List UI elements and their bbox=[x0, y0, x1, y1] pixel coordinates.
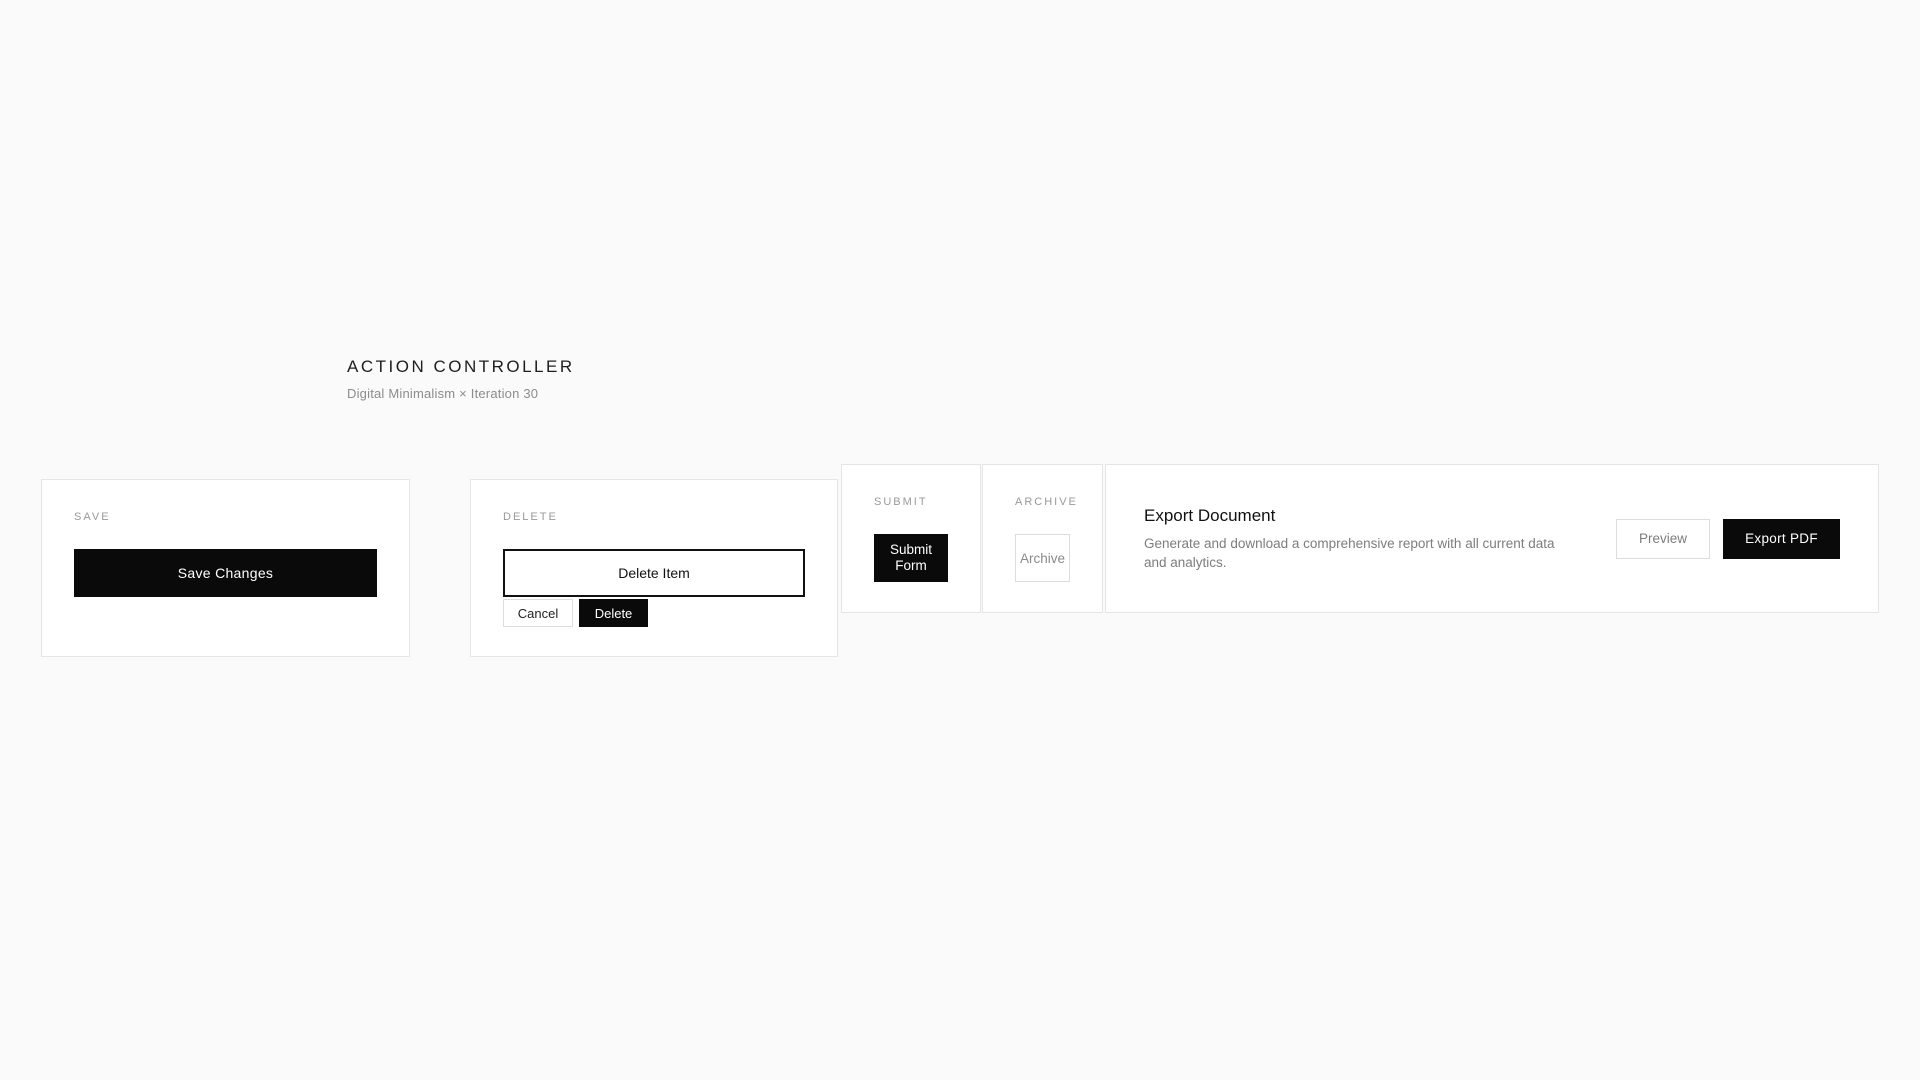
save-panel bbox=[41, 479, 410, 657]
preview-button[interactable]: Preview bbox=[1616, 519, 1710, 559]
confirm-delete-button[interactable]: Delete bbox=[579, 599, 648, 627]
submit-panel bbox=[841, 464, 981, 613]
export-title: Export Document bbox=[1144, 506, 1276, 525]
delete-panel-label: DELETE bbox=[503, 511, 558, 523]
archive-button[interactable]: Archive bbox=[1015, 534, 1070, 582]
cancel-button[interactable]: Cancel bbox=[503, 599, 573, 627]
export-pdf-button[interactable]: Export PDF bbox=[1723, 519, 1840, 559]
archive-panel-label: ARCHIVE bbox=[1015, 496, 1078, 508]
delete-item-button[interactable]: Delete Item bbox=[503, 549, 805, 597]
delete-confirm-row bbox=[503, 599, 805, 627]
delete-panel bbox=[470, 479, 838, 657]
save-panel-label: SAVE bbox=[74, 511, 111, 523]
submit-form-button[interactable]: Submit Form bbox=[874, 534, 948, 582]
archive-panel bbox=[982, 464, 1103, 613]
export-description: Generate and download a comprehensive report with all current data and analytics. bbox=[1144, 536, 1555, 570]
submit-panel-label: SUBMIT bbox=[874, 496, 928, 508]
page-subtitle: Digital Minimalism × Iteration 30 bbox=[347, 386, 539, 401]
export-text-block bbox=[1144, 505, 1569, 572]
save-changes-button[interactable]: Save Changes bbox=[74, 549, 377, 597]
export-actions bbox=[1616, 519, 1840, 559]
page-title: ACTION CONTROLLER bbox=[347, 357, 575, 376]
export-panel bbox=[1105, 464, 1879, 613]
page-header bbox=[347, 356, 575, 402]
